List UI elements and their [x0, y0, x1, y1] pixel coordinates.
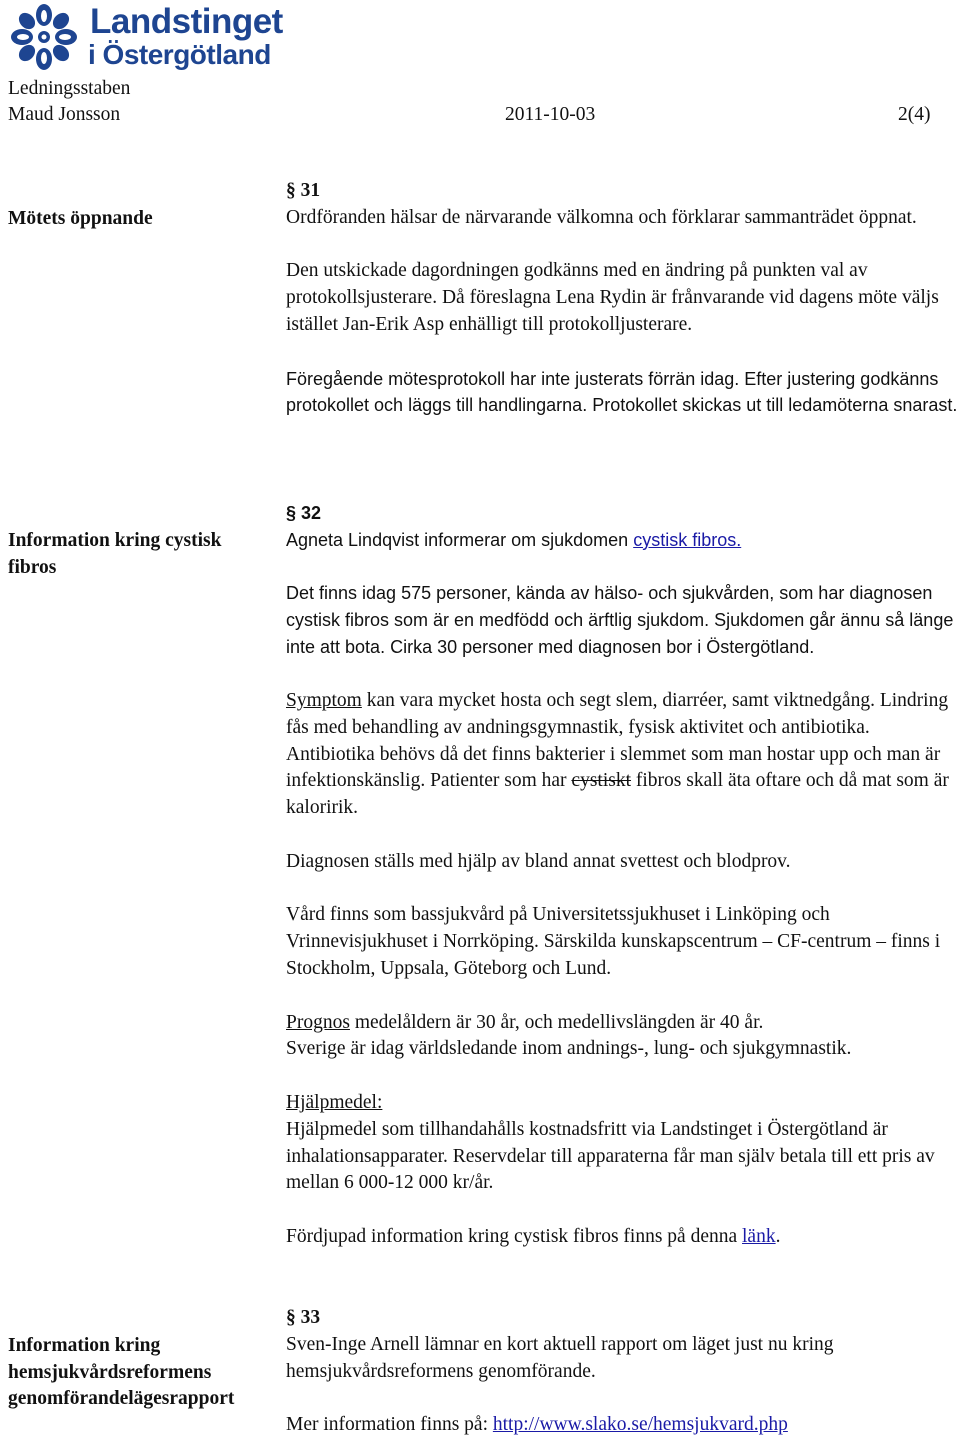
section-number: § 33	[286, 1307, 321, 1328]
author: Maud Jonsson	[8, 104, 121, 125]
section-31	[286, 178, 958, 419]
paragraph	[286, 527, 958, 554]
paragraph	[286, 1412, 958, 1439]
paragraph: Sverige är idag världsledande inom andnings-, lung- och sjukgymnastik.	[286, 1038, 852, 1060]
sidebar-title-hemsjukvard: Information kring hemsjukvårdsreformens genomförandelägesrapport	[8, 1335, 235, 1409]
paragraph: Den utskickade dagordningen godkänns med en ändring på punkten val av protokollsjusterare. Då föreslagna Lena Rydin är frånvarande vid dagens möte väljs istället Jan-Erik Asp enhälligt till protokolljusterare.	[286, 260, 939, 335]
landstinget-logo	[8, 4, 308, 70]
struck-word: cystiskt	[571, 770, 632, 792]
hjalpmedel-label: Hjälpmedel:	[286, 1091, 383, 1113]
intro-text: Agneta Lindqvist informerar om sjukdomen	[286, 529, 629, 550]
symptom-label: Symptom	[286, 690, 362, 711]
prognos-label: Prognos	[286, 1011, 350, 1033]
fordjupad-text: Fördjupad information kring cystisk fibros finns på denna	[286, 1225, 738, 1247]
department: Ledningsstaben	[8, 78, 131, 99]
fordjupad-end: .	[775, 1225, 781, 1247]
sidebar-title-mote: Mötets öppnande	[8, 208, 153, 229]
paragraph: Det finns idag 575 personer, kända av hälso- och sjukvården, som har diagnosen cystisk fibros som är en medfödd och ärftlig sjukdom. Sjukdomen går ännu så länge inte att bota. Cirka 30 personer med diagnosen bor i Östergötland.	[286, 583, 954, 657]
section-number: § 31	[286, 180, 321, 201]
paragraph: Sven-Inge Arnell lämnar en kort aktuell rapport om läget just nu kring hemsjukvårdsreformens genomförande.	[286, 1333, 834, 1382]
cystisk-fibros-link[interactable]: cystisk fibros.	[633, 529, 742, 550]
section-number: § 32	[286, 503, 322, 523]
paragraph: Diagnosen ställs med hjälp av bland annat svettest och blodprov.	[286, 850, 791, 872]
paragraph: Hjälpmedel som tillhandahålls kostnadsfritt via Landstinget i Östergötland är inhalationsapparater. Reservdelar till apparaterna får man själv betala till ett pris av mellan 6 000-12 000 kr/år.	[286, 1118, 935, 1194]
sidebar-title-cf: Information kring cystisk fibros	[8, 530, 222, 578]
paragraph	[286, 1224, 958, 1251]
page-number: 2(4)	[898, 104, 931, 125]
prognos-text: medelåldern är 30 år, och medellivslängden är 40 år.	[354, 1011, 764, 1033]
brand-name: Landstinget	[90, 2, 283, 41]
paragraph	[286, 688, 958, 822]
document-date: 2011-10-03	[505, 104, 596, 125]
symptom-end: fibros skall äta oftare och då mat som är kaloririk.	[286, 770, 949, 819]
lank-link[interactable]: länk	[742, 1225, 776, 1247]
symptom-text: kan vara mycket hosta och segt slem, diarréer, samt viktnedgång. Lindring fås med behandling av andningsgymnastik, fysisk aktivitet och antibiotika. Antibiotika behövs då det finns bakterier i slemmet som man hostar upp och man är infektionskänslig. Patienter som har	[286, 690, 949, 792]
paragraph: Ordföranden hälsar de närvarande välkomna och förklarar sammanträdet öppnat.	[286, 206, 917, 228]
brand-region: i Östergötland	[88, 39, 271, 70]
section-32-continued	[286, 688, 958, 1251]
paragraph: Vård finns som bassjukvård på Universitetssjukhuset i Linköping och Vrinnevisjukhuset i Norrköping. Särskilda kunskapscentrum – CF-centrum – finns i Stockholm, Uppsala, Göteborg och Lund.	[286, 904, 941, 979]
section-32	[286, 500, 958, 661]
flower-emblem-icon	[8, 4, 80, 70]
section-33	[286, 1305, 958, 1439]
paragraph: Föregående mötesprotokoll har inte justerats förrän idag. Efter justering godkänns protokollet och läggs till handlingarna. Protokollet skickas ut till ledamöterna snarast.	[286, 368, 958, 416]
more-info-label: Mer information finns på:	[286, 1414, 488, 1436]
hemsjukvard-url-link[interactable]: http://www.slako.se/hemsjukvard.php	[492, 1414, 788, 1436]
paragraph	[286, 1010, 958, 1037]
